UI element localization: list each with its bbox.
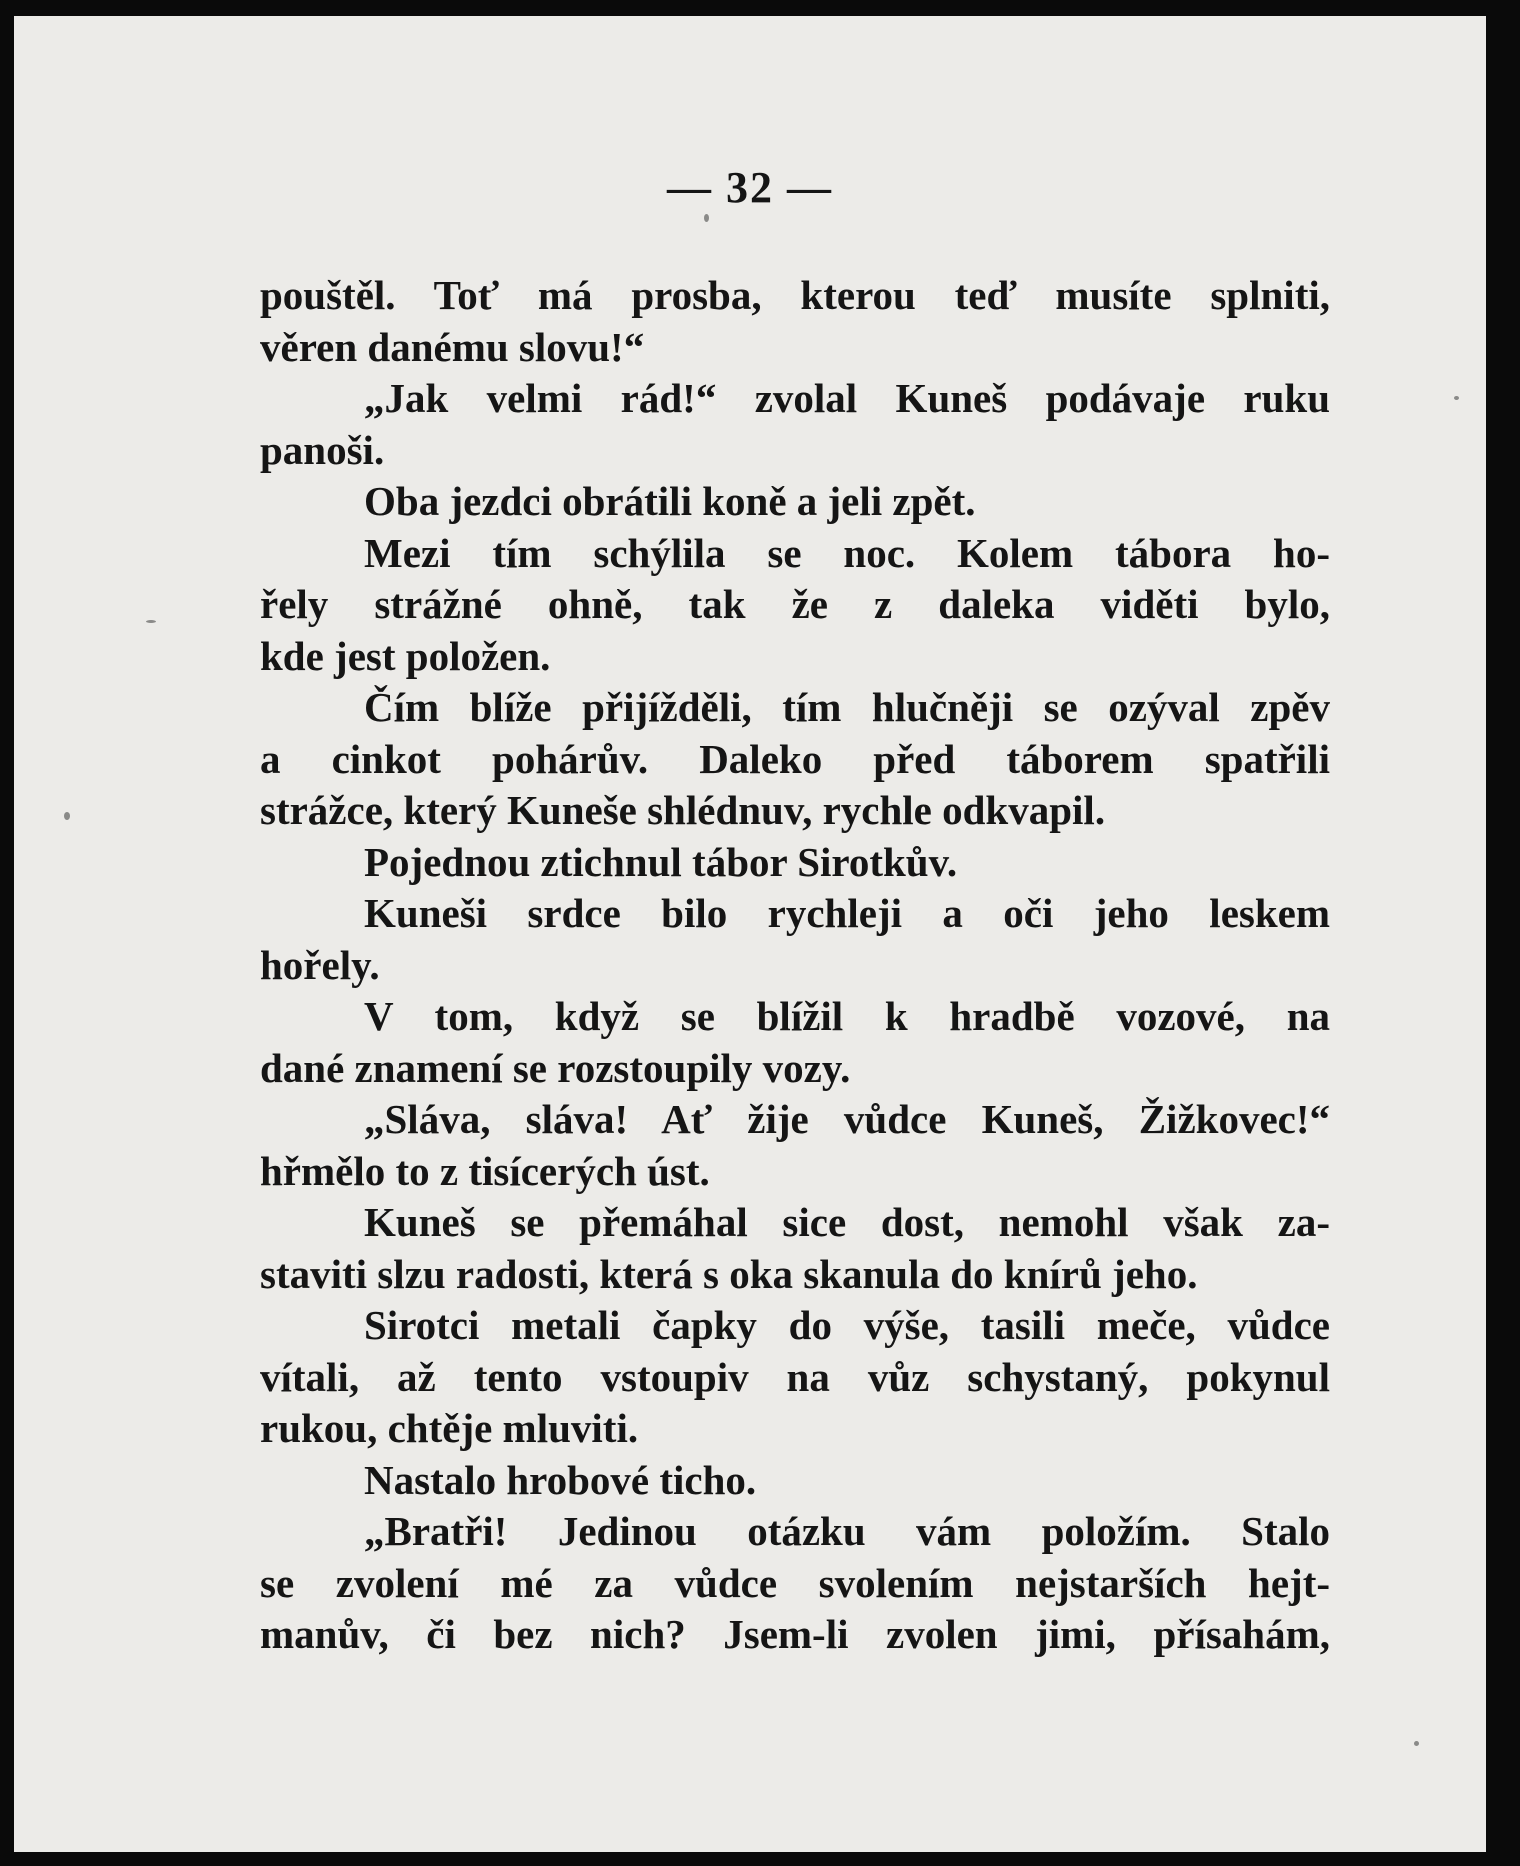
text-line: pouštěl. Toť má prosba, kterou teď musíte splniti, (260, 272, 1330, 318)
paper-speck (64, 812, 70, 820)
text-line: a cinkot pohárův. Daleko před táborem spatřili (260, 735, 1330, 782)
paper-speck (1414, 1741, 1419, 1746)
scan-edge (1486, 0, 1520, 1866)
body-text (260, 270, 1330, 1661)
text-line: manův, či bez nich? Jsem-li zvolen jimi, přísahám, (260, 1611, 1330, 1657)
paper-speck (1454, 396, 1459, 400)
text-line: rukou, chtěje mluviti. (260, 1405, 639, 1451)
text-line: V tom, když se blížil k hradbě vozové, na (364, 993, 1330, 1039)
text-line: hořely. (260, 941, 380, 988)
text-line: Čím blíže přijížděli, tím hlučněji se ozýval zpěv (364, 684, 1330, 730)
text-line: panoši. (260, 426, 385, 473)
text-line: „Sláva, sláva! Ať žije vůdce Kuneš, Žižkovec!“ (364, 1096, 1330, 1142)
paper-speck (704, 214, 709, 222)
text-line: staviti slzu radosti, která s oka skanula do knírů jeho. (260, 1250, 1198, 1297)
text-line: řely strážné ohně, tak že z daleka viděti bylo, (260, 581, 1330, 627)
text-line: dané znamení se rozstoupily vozy. (260, 1044, 851, 1091)
text-line: Sirotci metali čapky do výše, tasili meče, vůdce (364, 1302, 1330, 1348)
text-line: Kuneši srdce bilo rychleji a oči jeho leskem (364, 890, 1330, 936)
text-line: Mezi tím schýlila se noc. Kolem tábora ho- (364, 529, 1330, 576)
text-line: vítali, až tento vstoupiv na vůz schystaný, pokynul (260, 1353, 1330, 1400)
text-line: Nastalo hrobové ticho. (364, 1456, 757, 1503)
text-line: „Bratři! Jedinou otázku vám položím. Stalo (364, 1508, 1330, 1554)
paper-speck (146, 620, 156, 623)
text-line: se zvolení mé za vůdce svolením nejstarších hejt- (260, 1559, 1330, 1606)
text-line: Kuneš se přemáhal sice dost, nemohl však za- (364, 1199, 1330, 1245)
text-line: kde jest položen. (260, 632, 551, 679)
book-page (14, 16, 1486, 1852)
text-line: hřmělo to z tisícerých úst. (260, 1147, 710, 1194)
text-line: věren danému slovu!“ (260, 323, 645, 370)
page-number: — 32 — (667, 163, 833, 212)
text-line: Oba jezdci obrátili koně a jeli zpět. (364, 478, 976, 524)
text-line: „Jak velmi rád!“ zvolal Kuneš podávaje ruku (364, 375, 1330, 421)
text-line: strážce, který Kuneše shlédnuv, rychle odkvapil. (260, 787, 1106, 833)
text-line: Pojednou ztichnul tábor Sirotkův. (364, 838, 958, 885)
